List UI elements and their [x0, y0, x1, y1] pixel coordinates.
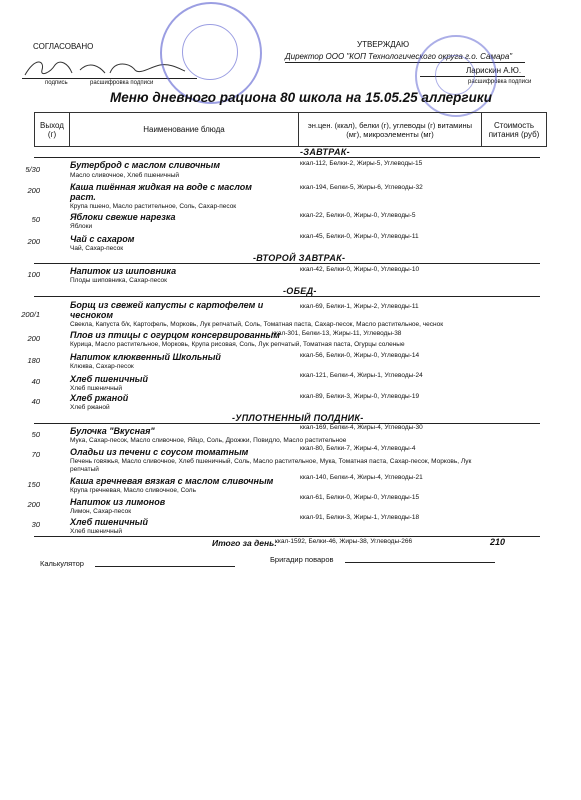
- dish-name: Хлеб ржаной: [70, 393, 129, 403]
- dish-name: Напиток из лимонов: [70, 497, 166, 507]
- dish-name: Хлеб пшеничный: [70, 517, 148, 527]
- dish-nutrition: ккал-61, Белки-0, Жиры-0, Углеводы-15: [300, 494, 420, 501]
- row-output: 200/1: [21, 310, 40, 319]
- row-output: 200: [27, 186, 40, 195]
- row-output: 200: [27, 500, 40, 509]
- col-output: Выход (г): [35, 113, 70, 147]
- row-output: 40: [31, 397, 40, 406]
- dish-name: Напиток клюквенный Школьный: [70, 352, 221, 362]
- dish-ingredients: Хлеб ржаной: [70, 404, 110, 411]
- dish-ingredients: Хлеб пшеничный: [70, 528, 123, 535]
- dish-nutrition: ккал-89, Белки-3, Жиры-0, Углеводы-19: [300, 393, 420, 400]
- brigadier-line: [345, 562, 495, 563]
- dish-nutrition: ккал-140, Белки-4, Жиры-4, Углеводы-21: [300, 474, 423, 481]
- dish-nutrition: ккал-112, Белки-2, Жиры-5, Углеводы-15: [300, 160, 423, 167]
- calculator-label: Калькулятор: [40, 559, 84, 568]
- dish-nutrition: ккал-56, Белки-0, Жиры-0, Углеводы-14: [300, 352, 420, 359]
- agreed-label: СОГЛАСОВАНО: [33, 42, 94, 51]
- row-output: 50: [31, 430, 40, 439]
- dish-nutrition: ккал-121, Белки-4, Жиры-1, Углеводы-24: [300, 372, 423, 379]
- director-name: Ларискин А.Ю.: [466, 66, 522, 75]
- dish-ingredients: Крупа пшено, Масло растительное, Соль, Сахар-песок: [70, 203, 237, 210]
- section-divider: [34, 296, 540, 297]
- dish-nutrition: ккал-194, Белки-5, Жиры-6, Углеводы-32: [300, 184, 423, 191]
- section-title: -ОБЕД-: [283, 286, 317, 296]
- column-header-table: [34, 112, 547, 147]
- dish-name: Хлеб пшеничный: [70, 374, 148, 384]
- section-title: -ЗАВТРАК-: [300, 147, 350, 157]
- dish-ingredients: Клюква, Сахар-песок: [70, 363, 134, 370]
- calculator-line: [95, 566, 235, 567]
- dish-nutrition: ккал-91, Белки-3, Жиры-1, Углеводы-18: [300, 514, 420, 521]
- row-output: 70: [31, 450, 40, 459]
- row-output: 50: [31, 215, 40, 224]
- dish-name: Борщ из свежей капусты с картофелем и чесноком: [70, 300, 264, 320]
- dish-name: Напиток из шиповника: [70, 266, 177, 276]
- dish-nutrition: ккал-45, Белки-0, Жиры-0, Углеводы-11: [300, 233, 419, 240]
- row-output: 100: [27, 270, 40, 279]
- dish-name: Каша пшённая жидкая на воде с маслом раст.: [70, 182, 252, 202]
- dish-nutrition: ккал-69, Белки-1, Жиры-2, Углеводы-11: [300, 303, 419, 310]
- row-output: 5/30: [25, 165, 40, 174]
- dish-name: Чай с сахаром: [70, 234, 135, 244]
- dish-nutrition: ккал-80, Белки-7, Жиры-4, Углеводы-4: [300, 445, 416, 452]
- dish-nutrition: ккал-22, Белки-0, Жиры-0, Углеводы-5: [300, 212, 416, 219]
- dish-nutrition: ккал-301, Белки-13, Жиры-11, Углеводы-38: [272, 330, 402, 337]
- director-label: Директор ООО "КОП Технологического округа г.о. Самара": [285, 52, 513, 61]
- section-title: -ВТОРОЙ ЗАВТРАК-: [253, 253, 346, 263]
- section-divider: [34, 263, 540, 264]
- signature-caption: подпись: [45, 80, 68, 86]
- totals-value: ккал-1592, Белки-46, Жиры-38, Углеводы-266: [275, 538, 413, 545]
- dish-name: Бутерброд с маслом сливочным: [70, 160, 220, 170]
- totals-price: 210: [490, 537, 506, 547]
- dish-nutrition: ккал-169, Белки-4, Жиры-4, Углеводы-30: [300, 424, 423, 431]
- dish-nutrition: ккал-42, Белки-0, Жиры-0, Углеводы-10: [300, 266, 420, 273]
- dish-ingredients: Крупа гречневая, Масло сливочное, Соль: [70, 487, 196, 494]
- dish-ingredients: Свекла, Капуста б/к, Картофель, Морковь, Лук репчатый, Соль, Томатная паста, Сахар-песок, Масло растительное, чеснок: [70, 321, 444, 328]
- dish-ingredients: Мука, Сахар-песок, Масло сливочное, Яйцо, Соль, Дрожжи, Повидло, Масло растительное: [70, 437, 347, 444]
- dish-name: Оладьи из печени с соусом томатным: [70, 447, 249, 457]
- page-title: Меню дневного рациона 80 школа на 15.05.25 аллергики: [110, 90, 492, 105]
- row-output: 40: [31, 377, 40, 386]
- dish-name: Каша гречневая вязкая с маслом сливочным: [70, 476, 274, 486]
- col-price: Стоимость питания (руб): [482, 113, 547, 147]
- approved-label: УТВЕРЖДАЮ: [357, 40, 410, 49]
- dish-ingredients: Масло сливочное, Хлеб пшеничный: [70, 172, 180, 179]
- row-output: 200: [27, 334, 40, 343]
- dish-ingredients: Печень говяжья, Масло сливочное, Хлеб пшеничный, Соль, Масло растительное, Мука, Томатная паста, Сахар-песок, Морковь, Лук репчатый: [70, 458, 472, 473]
- dish-ingredients: Хлеб пшеничный: [70, 385, 123, 392]
- col-energy: эн.цен. (ккал), белки (г), углеводы (г) витамины (мг), микроэлементы (мг): [299, 113, 482, 147]
- dish-ingredients: Яблоки: [70, 223, 93, 230]
- row-output: 30: [31, 520, 40, 529]
- dish-name: Яблоки свежие нарезка: [70, 212, 176, 222]
- dish-ingredients: Курица, Масло растительное, Морковь, Крупа рисовая, Соль, Лук репчатый, Томатная паста, Огурцы соленые: [70, 341, 405, 348]
- row-output: 180: [27, 356, 40, 365]
- brigadier-label: Бригадир поваров: [270, 555, 334, 564]
- section-divider: [34, 423, 540, 424]
- dish-ingredients: Чай, Сахар-песок: [70, 245, 124, 252]
- dish-ingredients: Лимон, Сахар-песок: [70, 508, 132, 515]
- decoding-caption: расшифровка подписи: [90, 80, 154, 86]
- dish-ingredients: Плоды шиповника, Сахар-песок: [70, 277, 168, 284]
- director-caption: расшифровка подписи: [468, 79, 532, 85]
- dish-name: Булочка "Вкусная": [70, 426, 155, 436]
- section-divider: [34, 157, 540, 158]
- totals-label: Итого за день:: [212, 538, 278, 548]
- dish-name: Плов из птицы с огурцом консервированным: [70, 330, 280, 340]
- row-output: 200: [27, 237, 40, 246]
- section-title: -УПЛОТНЕННЫЙ ПОЛДНИК-: [232, 413, 364, 423]
- row-output: 150: [27, 480, 40, 489]
- col-dish: Наименование блюда: [70, 113, 299, 147]
- round-stamp-left: [160, 2, 262, 104]
- table-bottom-line: [34, 536, 540, 537]
